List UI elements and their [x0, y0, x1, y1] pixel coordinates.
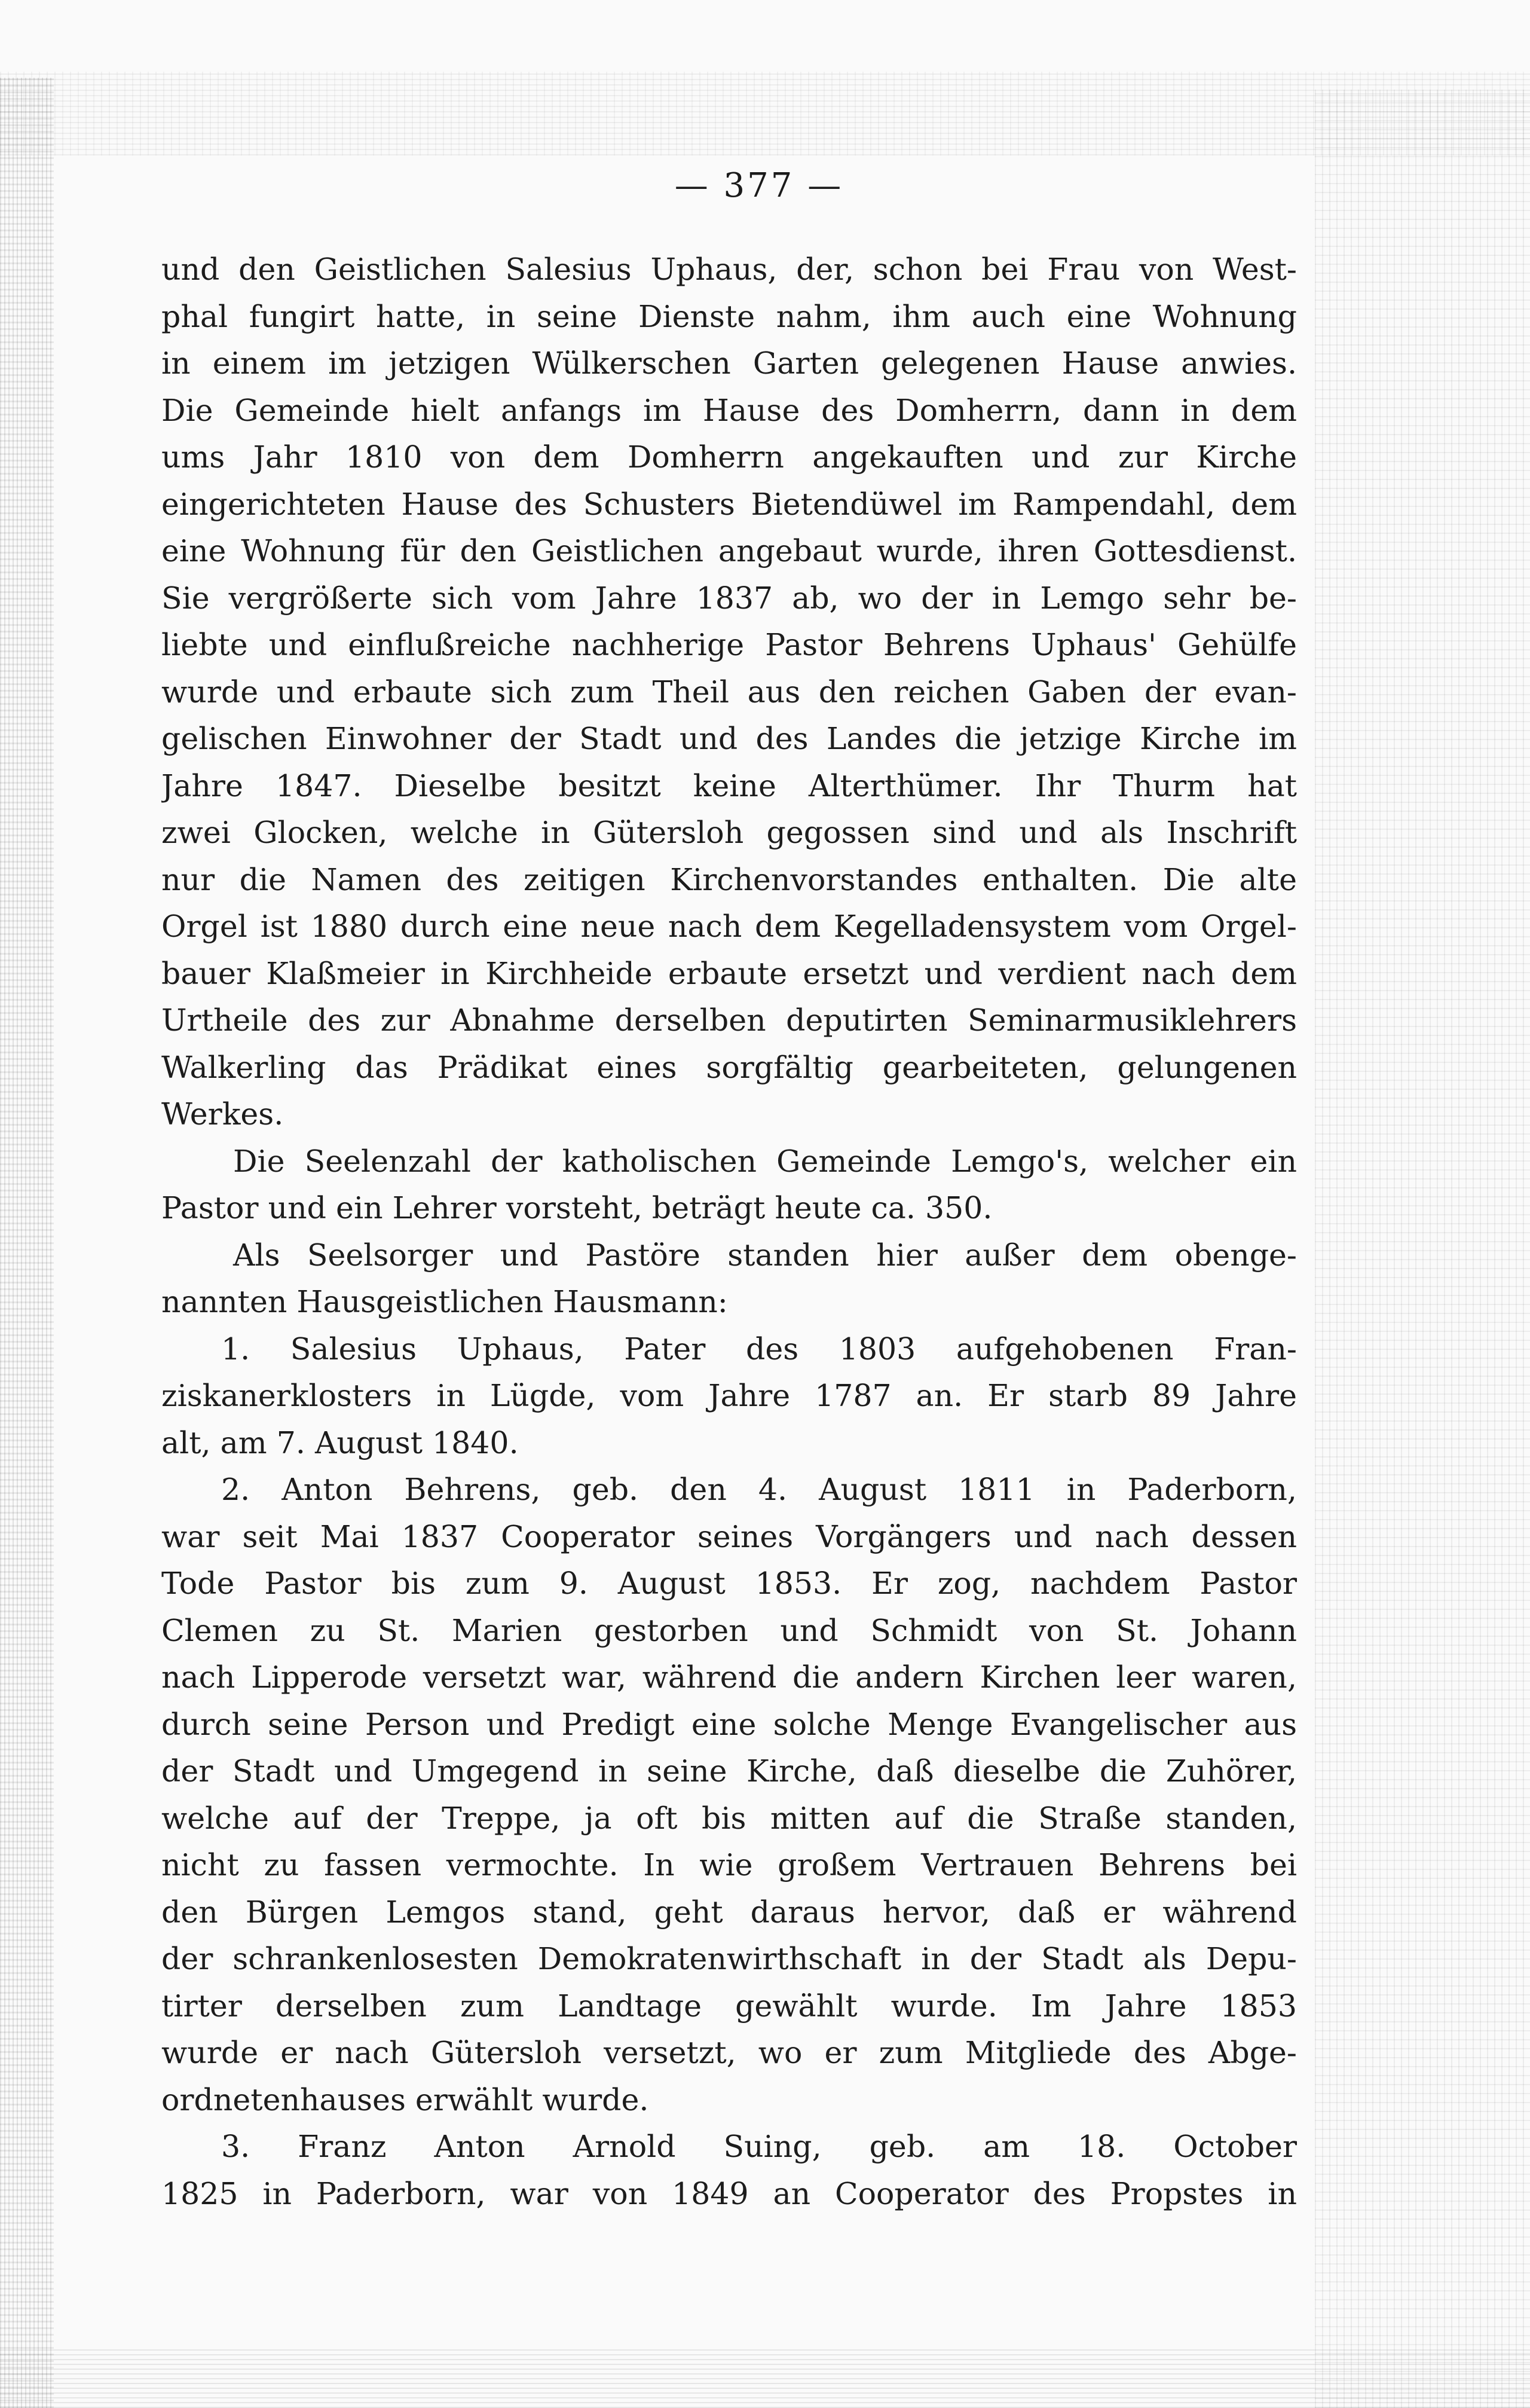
text-line: ziskanerklosters in Lügde, vom Jahre 1787 an. Er starb 89 Jahre: [161, 1378, 1297, 1413]
text-line: welche auf der Treppe, ja oft bis mitten auf die Straße standen,: [161, 1800, 1297, 1836]
text-line: war seit Mai 1837 Cooperator seines Vorgängers und nach dessen: [161, 1518, 1297, 1554]
text-line: phal fungirt hatte, in seine Dienste nahm, ihm auch eine Wohnung: [161, 298, 1297, 334]
text-line: der schrankenlosesten Demokratenwirthschaft in der Stadt als Depu-: [161, 1941, 1297, 1976]
text-line: nannten Hausgeistlichen Hausmann:: [161, 1284, 728, 1319]
text-line: Clemen zu St. Marien gestorben und Schmidt von St. Johann: [161, 1612, 1297, 1648]
text-line: Sie vergrößerte sich vom Jahre 1837 ab, wo der in Lemgo sehr be-: [161, 580, 1297, 616]
scan-noise-bottom: [0, 2349, 1530, 2408]
text-line: ums Jahr 1810 von dem Domherrn angekauften und zur Kirche: [161, 439, 1297, 475]
text-line: Urtheile des zur Abnahme derselben deputirten Seminarmusiklehrers: [161, 1003, 1297, 1038]
text-line: den Bürgen Lemgos stand, geht daraus hervor, daß er während: [161, 1894, 1297, 1930]
text-line: Als Seelsorger und Pastöre standen hier außer dem obenge-: [233, 1237, 1297, 1273]
text-line: alt, am 7. August 1840.: [161, 1425, 519, 1460]
list-item-line: 2. Anton Behrens, geb. den 4. August 1811 in Paderborn,: [221, 1472, 1297, 1507]
text-line: bauer Klaßmeier in Kirchheide erbaute ersetzt und verdient nach dem: [161, 955, 1297, 991]
list-item-line: 3. Franz Anton Arnold Suing, geb. am 18. October: [221, 2129, 1297, 2164]
text-line: der Stadt und Umgegend in seine Kirche, daß dieselbe die Zuhörer,: [161, 1753, 1297, 1789]
text-line: ordnetenhauses erwählt wurde.: [161, 2082, 649, 2117]
text-line: liebte und einflußreiche nachherige Pastor Behrens Uphaus' Gehülfe: [161, 627, 1297, 662]
text-line: und den Geistlichen Salesius Uphaus, der, schon bei Frau von West-: [161, 252, 1297, 287]
text-line: zwei Glocken, welche in Gütersloh gegossen sind und als Inschrift: [161, 815, 1297, 850]
text-line: tirter derselben zum Landtage gewählt wurde. Im Jahre 1853: [161, 1988, 1297, 2024]
text-line: nicht zu fassen vermochte. In wie großem Vertrauen Behrens bei: [161, 1847, 1297, 1883]
text-line: Walkerling das Prädikat eines sorgfältig gearbeiteten, gelungenen: [161, 1049, 1297, 1085]
text-line: Die Gemeinde hielt anfangs im Hause des Domherrn, dann in dem: [161, 392, 1297, 428]
scan-noise-right: [1315, 90, 1530, 2408]
text-line: eingerichteten Hause des Schusters Bietendüwel im Rampendahl, dem: [161, 486, 1297, 522]
text-line: nur die Namen des zeitigen Kirchenvorstandes enthalten. Die alte: [161, 861, 1297, 897]
text-line: durch seine Person und Predigt eine solche Menge Evangelischer aus: [161, 1706, 1297, 1742]
scan-noise-left: [0, 78, 54, 2408]
body-text: [161, 246, 1297, 2217]
text-line: Die Seelenzahl der katholischen Gemeinde Lemgo's, welcher ein: [233, 1143, 1297, 1179]
text-line: nach Lipperode versetzt war, während die andern Kirchen leer waren,: [161, 1660, 1297, 1695]
scan-noise-top: [0, 72, 1530, 155]
text-line: Pastor und ein Lehrer vorsteht, beträgt heute ca. 350.: [161, 1190, 993, 1226]
text-line: wurde und erbaute sich zum Theil aus den reichen Gaben der evan-: [161, 674, 1297, 710]
text-line: 1825 in Paderborn, war von 1849 an Cooperator des Propstes in: [161, 2175, 1297, 2211]
text-line: Orgel ist 1880 durch eine neue nach dem Kegelladensystem vom Orgel-: [161, 909, 1297, 944]
text-line: wurde er nach Gütersloh versetzt, wo er zum Mitgliede des Abge-: [161, 2035, 1297, 2070]
page-number: — 377 —: [674, 166, 844, 205]
text-line: gelischen Einwohner der Stadt und des Landes die jetzige Kirche im: [161, 721, 1297, 756]
text-line: Werkes.: [161, 1096, 284, 1132]
text-line: eine Wohnung für den Geistlichen angebaut wurde, ihren Gottesdienst.: [161, 533, 1297, 569]
list-item-line: 1. Salesius Uphaus, Pater des 1803 aufgehobenen Fran-: [221, 1331, 1297, 1367]
text-line: Jahre 1847. Dieselbe besitzt keine Alterthümer. Ihr Thurm hat: [161, 768, 1297, 803]
text-line: Tode Pastor bis zum 9. August 1853. Er zog, nachdem Pastor: [161, 1566, 1297, 1601]
text-line: in einem im jetzigen Wülkerschen Garten gelegenen Hause anwies.: [161, 346, 1297, 381]
